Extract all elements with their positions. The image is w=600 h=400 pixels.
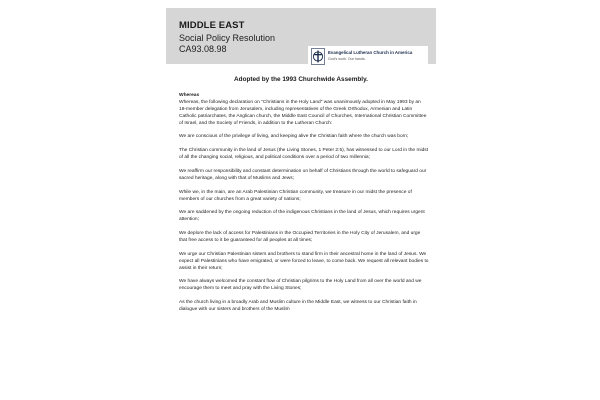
logo-tagline: God's work. Our hands.	[328, 57, 366, 61]
paragraph: We deplore the lack of access for Palestinians in the Occupied Territories in the Holy City of Jerusalem, and urge that free access to it be guaranteed for all peoples at all times;	[179, 231, 421, 243]
document-title: MIDDLE EAST	[179, 20, 245, 31]
paragraph: The Christian community in the land of Jesus (the Living Stones, 1 Peter 2:5), has witnessed to our Lord in the midst of all the changing social, religious, and political conditions over a period of two millennia;	[179, 148, 429, 161]
cross-logo-icon	[311, 48, 325, 65]
paragraph: While we, in the main, are an Arab Palestinian Christian community, we treasure in our midst the presence of members of our churches from a great variety of nations;	[179, 189, 412, 202]
paragraph: We have always welcomed the constant flow of Christian pilgrims to the Holy Land from all over the world and we encourage them to meet and pray with the Living Stones;	[179, 279, 422, 292]
paragraph: We reaffirm our responsibility and constant determination on behalf of Christians through the world to safeguard our sacred heritage, along with that of Muslims and Jews;	[179, 168, 427, 181]
header-banner	[166, 8, 436, 64]
paragraph: We are saddened by the ongoing reduction of the indigenous Christians in the land of Jesus, which requires urgent attention;	[179, 210, 425, 223]
paragraph: We are conscious of the privilege of living, and keeping alive the Christian faith where the church was born;	[179, 134, 409, 140]
document-subtitle: Social Policy Resolution	[179, 33, 276, 43]
document-code: CA93.08.98	[179, 44, 227, 54]
paragraph: Whereas, the following declaration on "Christians in the Holy Land" was unanimously adopted in May 1993 by an 18-member delegation from Jerusalem, including representatives of the Greek Orthodox, Armenian and Latin Catholic patriarchates, the Anglican church, the Middle East Council of Churches, International Christian Committee of Israel, and the Society of Friends, in addition to the Lutheran Church:	[179, 99, 427, 126]
paragraph: As the church living in a broadly Arab and Muslim culture in the Middle East, we witness to our Christian faith in dialogue with our sisters and brothers of the Muslim	[179, 300, 417, 312]
adopted-statement: Adopted by the 1993 Churchwide Assembly.	[234, 76, 368, 83]
resolution-body	[179, 93, 429, 321]
paragraph: We urge our Christian Palestinian sisters and brothers to stand firm in their ancestral home in the land of Jesus. We expect all Palestinians who have emigrated, or were forced to leave, to come back. We request all relevant bodies to assist in their return;	[179, 251, 429, 271]
elca-logo	[308, 46, 428, 68]
document-page	[166, 0, 436, 400]
whereas-heading: Whereas	[179, 93, 200, 98]
logo-name: Evangelical Lutheran Church in America	[328, 50, 413, 55]
